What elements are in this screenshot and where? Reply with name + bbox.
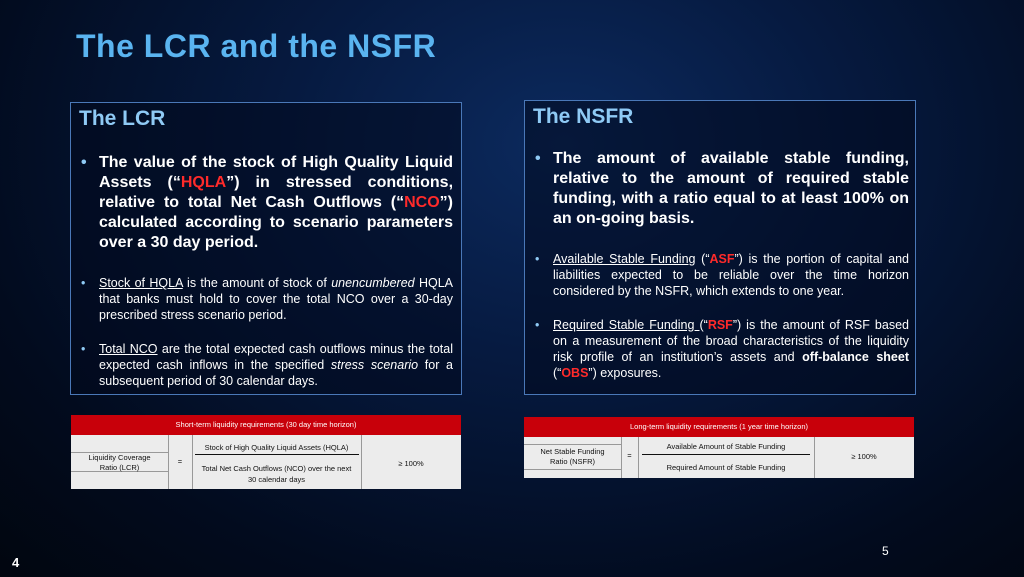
nsfr-points — [535, 149, 909, 381]
nsfr-formula-table — [524, 417, 914, 478]
lcr-panel — [70, 102, 462, 395]
nsfr-ratio-label: Net Stable Funding Ratio (NSFR) — [540, 447, 605, 466]
nsfr-point-3: • Required Stable Funding (“RSF”) is the amount of RSF based on a measurement of the broad characteristics of the liquidity risk profile of an institution’s assets and off-balance sheet (“OBS”) exposures. — [535, 317, 909, 381]
lcr-point-1: • The value of the stock of High Quality Liquid Assets (“HQLA”) in stressed conditions, relative to total Net Cash Outflows (“NCO”) calculated according to scenario parameters over a 30 day period. — [81, 153, 453, 253]
nsfr-denominator: Required Amount of Stable Funding — [666, 463, 786, 472]
lcr-numerator: Stock of High Quality Liquid Assets (HQLA) — [204, 443, 349, 452]
nsfr-table-header: Long-term liquidity requirements (1 year time horizon) — [524, 417, 914, 437]
lcr-equals: = — [177, 457, 183, 466]
nsfr-numerator: Available Amount of Stable Funding — [666, 442, 786, 451]
nsfr-point-2: • Available Stable Funding (“ASF”) is the portion of capital and liabilities expected to be reliable over the time horizon considered by the NSFR, which extends to one year. — [535, 251, 909, 299]
lcr-formula-table — [71, 415, 461, 489]
page-number-left: 4 — [12, 555, 20, 570]
nsfr-equals: = — [627, 451, 632, 460]
lcr-threshold: ≥ 100% — [398, 459, 424, 468]
nsfr-point-1: • The amount of available stable funding, relative to the amount of required stable funding, with a ratio equal to at least 100% on an on-going basis. — [535, 149, 909, 229]
page-number-right: 5 — [882, 544, 889, 558]
lcr-point-3: • Total NCO are the total expected cash outflows minus the total expected cash inflows in the specified stress scenario for a subsequent period of 30 calendar days. — [81, 341, 453, 389]
nsfr-panel — [524, 100, 916, 395]
nsfr-threshold: ≥ 100% — [851, 452, 877, 461]
lcr-table-header: Short-term liquidity requirements (30 day time horizon) — [71, 415, 461, 435]
lcr-heading: The LCR — [79, 107, 166, 130]
lcr-ratio-label: Liquidity Coverage Ratio (LCR) — [88, 453, 151, 472]
lcr-points — [81, 153, 453, 389]
lcr-denominator: Total Net Cash Outflows (NCO) over the next 30 calendar days — [201, 464, 352, 484]
nsfr-heading: The NSFR — [533, 105, 634, 128]
slide-title: The LCR and the NSFR — [76, 28, 437, 64]
lcr-point-2: • Stock of HQLA is the amount of stock of unencumbered HQLA that banks must hold to cover the total NCO over a 30-day prescribed stress scenario period. — [81, 275, 453, 323]
